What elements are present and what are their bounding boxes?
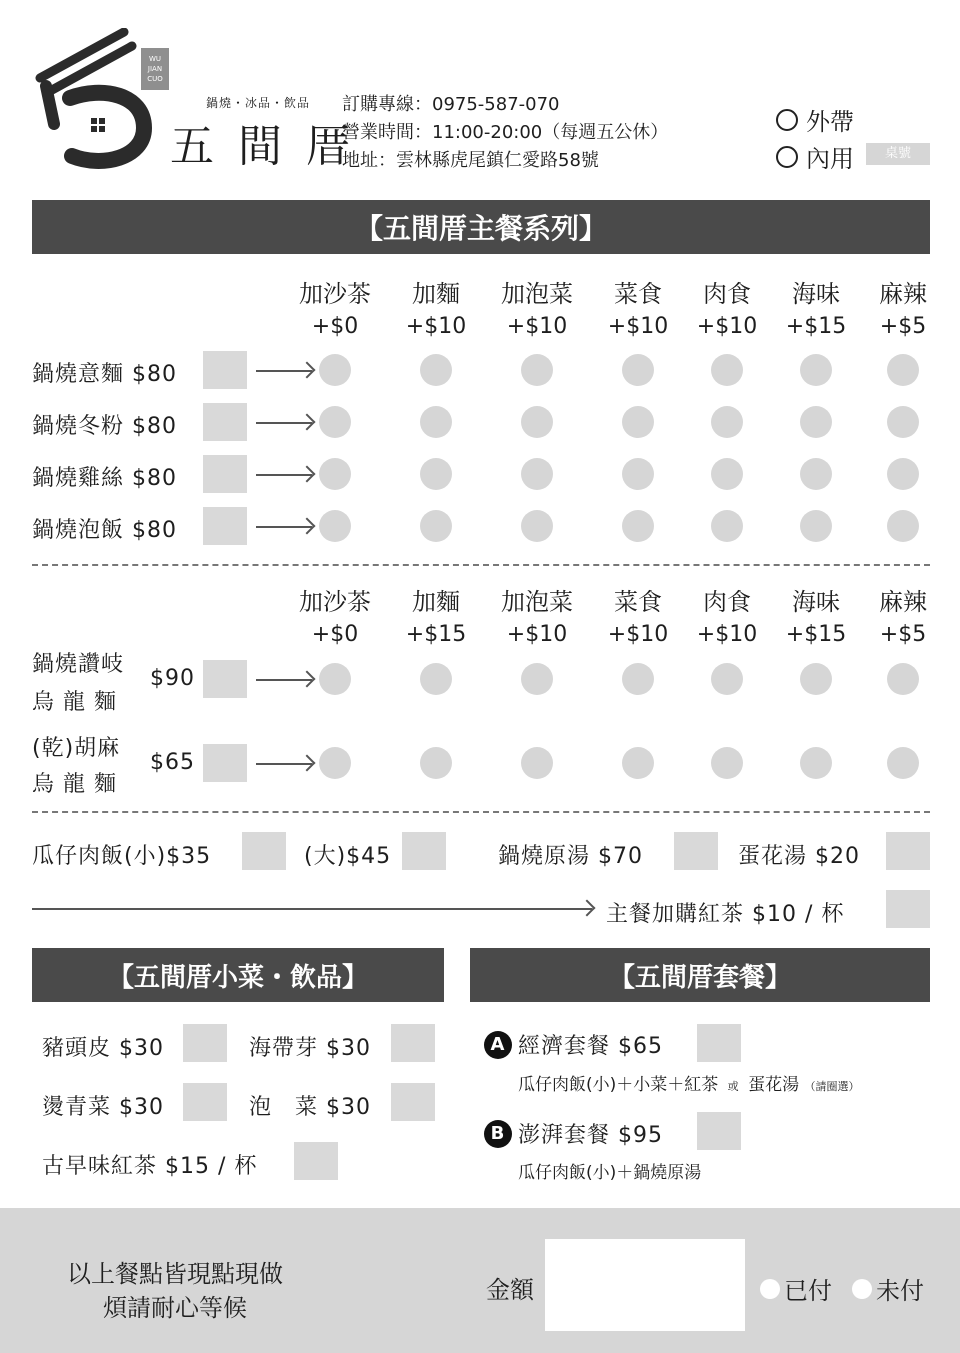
item-label: 鍋燒意麵 $80	[32, 362, 177, 387]
option-select-dot[interactable]	[622, 354, 654, 386]
item-price: $65	[150, 750, 195, 775]
option-price: +$10	[506, 314, 568, 339]
table-number-label: 桌號	[884, 146, 911, 161]
option-name: 加麵	[412, 280, 460, 308]
option-name: 加沙茶	[299, 280, 371, 308]
option-select-dot[interactable]	[622, 747, 654, 779]
option-select-dot[interactable]	[622, 458, 654, 490]
brand-en-1: WU	[148, 55, 162, 63]
old-tea-qty-box[interactable]	[294, 1142, 338, 1180]
option-select-dot[interactable]	[711, 458, 743, 490]
option-select-dot[interactable]	[622, 406, 654, 438]
option-select-dot[interactable]	[711, 747, 743, 779]
phone-text: 訂購專線：0975-587-070	[342, 94, 560, 115]
option-name: 麻辣	[879, 588, 927, 616]
item-label: 鍋燒泡飯 $80	[32, 518, 177, 543]
option-price: +$10	[607, 314, 669, 339]
option-name: 加沙茶	[299, 588, 371, 616]
hours-text: 營業時間：11:00-20:00（每週五公休）	[342, 122, 669, 143]
set-b-desc: 瓜仔肉飯(小)＋鍋燒原湯	[518, 1163, 702, 1183]
option-select-dot[interactable]	[521, 663, 553, 695]
rice-large-label: (大)$45	[304, 844, 392, 869]
option-select-dot[interactable]	[622, 663, 654, 695]
set-a-or: 或	[727, 1080, 739, 1093]
footer-note-2: 煩請耐心等候	[103, 1294, 247, 1322]
option-price: +$0	[311, 622, 359, 647]
option-select-dot[interactable]	[521, 458, 553, 490]
option-price: +$5	[879, 314, 927, 339]
egg-soup-qty-box[interactable]	[886, 832, 930, 870]
option-select-dot[interactable]	[800, 510, 832, 542]
circle-icon	[852, 1279, 872, 1299]
tea-addon-label: 主餐加購紅茶 $10 / 杯	[606, 902, 845, 927]
option-name: 麻辣	[879, 280, 927, 308]
brand-en-2: JIAN	[147, 65, 163, 73]
kimchi-qty-box[interactable]	[391, 1083, 435, 1121]
item-label-line2: 烏 龍 麵	[32, 690, 117, 715]
address-text: 地址：雲林縣虎尾鎮仁愛路58號	[342, 150, 599, 171]
option-select-dot[interactable]	[887, 354, 919, 386]
option-name: 肉食	[703, 588, 751, 616]
set-a-name: 經濟套餐 $65	[518, 1034, 663, 1059]
kimchi-label: 泡 菜 $30	[249, 1095, 371, 1120]
soup-label: 鍋燒原湯 $70	[498, 844, 643, 869]
kelp-label: 海帶芽 $30	[249, 1036, 371, 1061]
option-select-dot[interactable]	[887, 458, 919, 490]
rice-small-qty-box[interactable]	[242, 832, 286, 870]
option-select-dot[interactable]	[521, 354, 553, 386]
option-select-dot[interactable]	[420, 458, 452, 490]
set-b-badge: B	[484, 1120, 512, 1148]
option-price: +$10	[607, 622, 669, 647]
paid-label: 已付	[784, 1277, 832, 1305]
option-select-dot[interactable]	[521, 510, 553, 542]
qty-box[interactable]	[203, 744, 247, 782]
arrow-right-icon	[256, 526, 312, 528]
option-select-dot[interactable]	[711, 406, 743, 438]
soup-qty-box[interactable]	[674, 832, 718, 870]
option-name: 肉食	[703, 280, 751, 308]
greens-qty-box[interactable]	[183, 1083, 227, 1121]
option-name: 菜食	[614, 588, 662, 616]
dashed-divider	[32, 564, 930, 566]
takeout-radio[interactable]	[776, 102, 854, 137]
option-name: 加泡菜	[501, 280, 573, 308]
option-select-dot[interactable]	[319, 747, 351, 779]
arrow-right-icon	[256, 679, 312, 681]
brand-tagline: 鍋燒・冰品・飲品	[206, 96, 311, 110]
set-a-desc-row	[518, 1070, 859, 1095]
set-a-qty-box[interactable]	[697, 1024, 741, 1062]
arrow-right-icon	[32, 908, 592, 910]
option-name: 菜食	[614, 280, 662, 308]
takeout-label: 外帶	[806, 108, 854, 136]
option-price: +$5	[879, 622, 927, 647]
option-select-dot[interactable]	[887, 663, 919, 695]
amount-field[interactable]	[545, 1239, 745, 1331]
radio-circle-icon	[776, 109, 798, 131]
option-price: +$10	[506, 622, 568, 647]
option-select-dot[interactable]	[319, 354, 351, 386]
brand-en-3: CUO	[147, 75, 163, 83]
pork-skin-label: 豬頭皮 $30	[42, 1036, 164, 1061]
sides-section-title: 【五間厝小菜・飲品】	[32, 948, 444, 1002]
option-price: +$10	[696, 314, 758, 339]
qty-box[interactable]	[203, 455, 247, 493]
set-a-alt: 蛋花湯	[748, 1075, 800, 1095]
option-name: 海味	[792, 588, 840, 616]
item-label: 鍋燒雞絲 $80	[32, 466, 177, 491]
set-b-name: 澎湃套餐 $95	[518, 1123, 663, 1148]
item-label: 鍋燒冬粉 $80	[32, 414, 177, 439]
option-select-dot[interactable]	[319, 510, 351, 542]
option-select-dot[interactable]	[521, 406, 553, 438]
set-b-qty-box[interactable]	[697, 1112, 741, 1150]
dashed-divider	[32, 811, 930, 813]
qty-box[interactable]	[203, 660, 247, 698]
option-select-dot[interactable]	[521, 747, 553, 779]
qty-box[interactable]	[203, 351, 247, 389]
option-select-dot[interactable]	[420, 354, 452, 386]
egg-soup-label: 蛋花湯 $20	[738, 844, 860, 869]
unpaid-label: 未付	[876, 1277, 924, 1305]
radio-circle-icon	[776, 146, 798, 168]
option-select-dot[interactable]	[420, 510, 452, 542]
option-price: +$15	[785, 622, 847, 647]
sets-section-title: 【五間厝套餐】	[470, 948, 930, 1002]
main-section-title: 【五間厝主餐系列】	[32, 200, 930, 254]
amount-label: 金額	[486, 1276, 534, 1304]
item-label-line1: 鍋燒讚岐	[32, 652, 125, 677]
option-price: +$10	[405, 314, 467, 339]
option-select-dot[interactable]	[711, 510, 743, 542]
option-select-dot[interactable]	[800, 747, 832, 779]
option-select-dot[interactable]	[420, 663, 452, 695]
option-price: +$10	[696, 622, 758, 647]
tea-addon-qty-box[interactable]	[886, 890, 930, 928]
option-price: +$15	[405, 622, 467, 647]
rice-small-label: 瓜仔肉飯(小)$35	[32, 844, 212, 869]
option-select-dot[interactable]	[800, 354, 832, 386]
option-select-dot[interactable]	[319, 406, 351, 438]
option-select-dot[interactable]	[711, 354, 743, 386]
option-select-dot[interactable]	[800, 458, 832, 490]
option-price: +$0	[311, 314, 359, 339]
option-name: 加泡菜	[501, 588, 573, 616]
option-select-dot[interactable]	[319, 458, 351, 490]
arrow-right-icon	[256, 370, 312, 372]
unpaid-option[interactable]	[852, 1271, 924, 1306]
dine-in-label: 內用	[806, 145, 854, 173]
set-a-badge: A	[484, 1031, 512, 1059]
circle-icon	[760, 1279, 780, 1299]
option-select-dot[interactable]	[622, 510, 654, 542]
set-a-row	[484, 1029, 663, 1060]
rice-large-qty-box[interactable]	[402, 832, 446, 870]
arrow-right-icon	[256, 422, 312, 424]
set-a-desc: 瓜仔肉飯(小)＋小菜＋紅茶	[518, 1075, 719, 1095]
option-select-dot[interactable]	[420, 747, 452, 779]
option-select-dot[interactable]	[800, 663, 832, 695]
qty-box[interactable]	[203, 403, 247, 441]
qty-box[interactable]	[203, 507, 247, 545]
option-select-dot[interactable]	[887, 510, 919, 542]
option-select-dot[interactable]	[420, 406, 452, 438]
option-select-dot[interactable]	[800, 406, 832, 438]
item-label-line2: 烏 龍 麵	[32, 772, 117, 797]
option-select-dot[interactable]	[711, 663, 743, 695]
greens-label: 燙青菜 $30	[42, 1095, 164, 1120]
brand-name: 五間厝	[170, 121, 374, 172]
option-select-dot[interactable]	[887, 406, 919, 438]
option-select-dot[interactable]	[319, 663, 351, 695]
arrow-right-icon	[256, 763, 312, 765]
pork-skin-qty-box[interactable]	[183, 1024, 227, 1062]
arrow-right-icon	[256, 474, 312, 476]
footer-note-1: 以上餐點皆現點現做	[67, 1260, 283, 1288]
kelp-qty-box[interactable]	[391, 1024, 435, 1062]
option-name: 海味	[792, 280, 840, 308]
old-tea-label: 古早味紅茶 $15 / 杯	[42, 1154, 258, 1179]
item-label-line1: (乾)胡麻	[32, 736, 121, 761]
table-number-field[interactable]	[866, 143, 930, 165]
option-name: 加麵	[412, 588, 460, 616]
option-select-dot[interactable]	[887, 747, 919, 779]
paid-option[interactable]	[760, 1271, 832, 1306]
option-price: +$15	[785, 314, 847, 339]
item-price: $90	[150, 666, 195, 691]
dine-in-radio[interactable]	[776, 139, 854, 174]
set-b-row	[484, 1118, 663, 1149]
brand-en-label	[141, 48, 169, 90]
set-a-note: （請圈選）	[804, 1080, 860, 1093]
